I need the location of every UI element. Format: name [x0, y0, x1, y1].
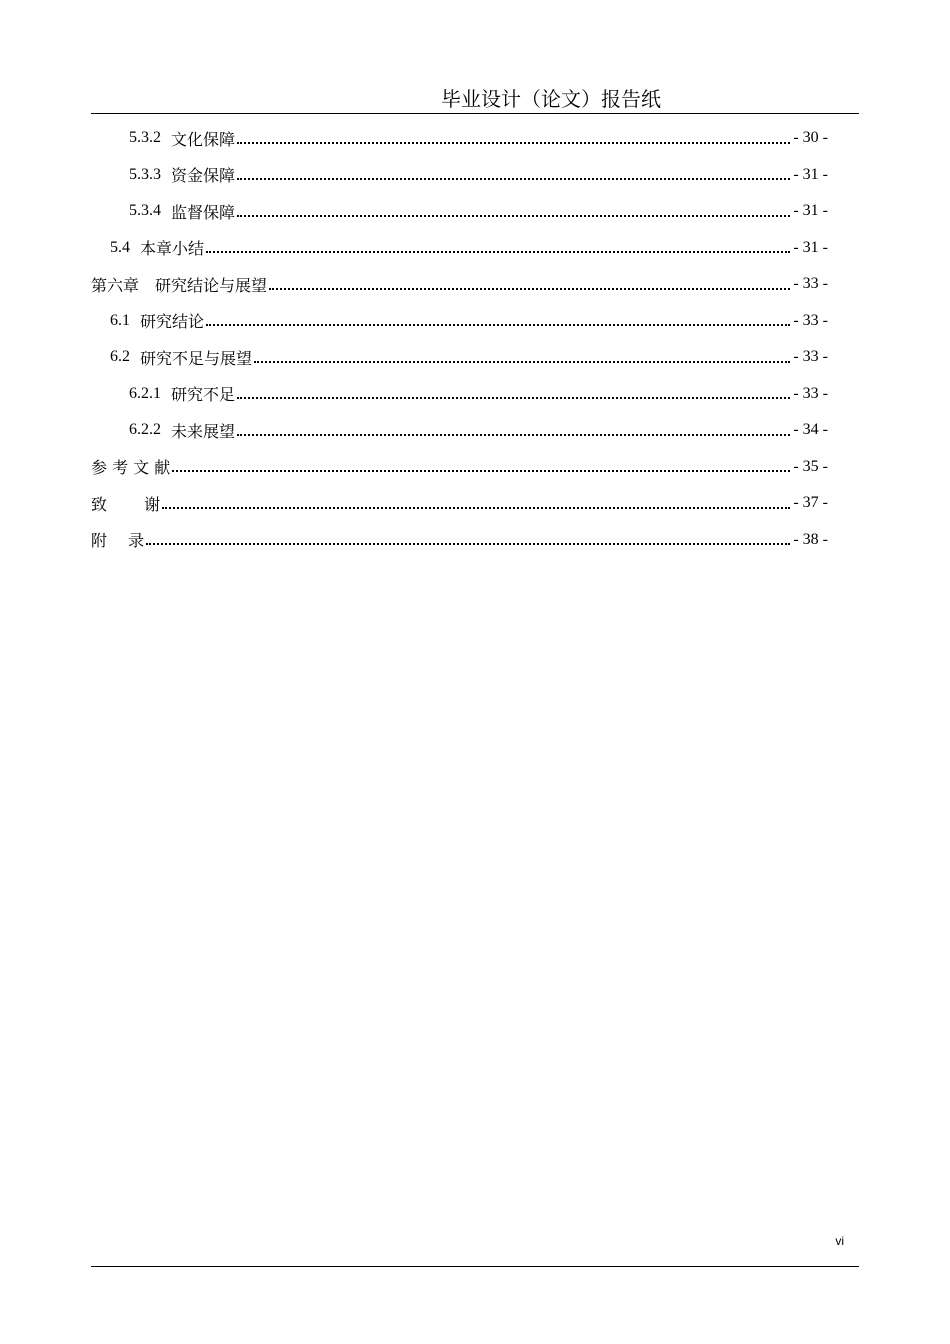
toc-entry-number: 6.1	[110, 311, 130, 329]
toc-entry[interactable]	[91, 412, 828, 449]
toc-leader-dots	[206, 323, 790, 326]
toc-leader-dots	[162, 506, 790, 509]
toc-entry-page: - 31 -	[793, 238, 828, 256]
toc-entry-title: 未来展望	[171, 421, 236, 441]
toc-entry-title: 参 考 文 献	[91, 458, 171, 478]
toc-leader-dots	[237, 396, 790, 399]
toc-entry-number: 6.2	[110, 348, 130, 366]
toc-entry-number: 5.3.4	[129, 202, 161, 220]
toc-entry-page: - 37 -	[793, 494, 828, 512]
toc-entry[interactable]	[91, 376, 828, 413]
toc-leader-dots	[237, 214, 790, 217]
toc-entry-title: 监督保障	[171, 202, 236, 222]
toc-entry-page: - 35 -	[793, 457, 828, 475]
toc-entry-page: - 33 -	[793, 311, 828, 329]
toc-entry-title: 第六章 研究结论与展望	[91, 275, 268, 295]
toc-entry-page: - 31 -	[793, 202, 828, 220]
toc-entry-number: 5.3.2	[129, 129, 161, 147]
toc-entry-number: 5.4	[110, 238, 130, 256]
toc-leader-dots	[269, 287, 790, 290]
toc-entry-title: 研究结论	[140, 312, 205, 332]
toc-entry[interactable]	[91, 339, 828, 376]
toc-leader-dots	[172, 469, 790, 472]
toc-leader-dots	[146, 542, 790, 545]
page-number: vi	[835, 1234, 844, 1248]
toc-entry-title: 研究不足	[171, 385, 236, 405]
toc-leader-dots	[206, 250, 790, 253]
header-title: 毕业设计（论文）报告纸	[441, 87, 661, 111]
toc-entry-page: - 34 -	[793, 421, 828, 439]
toc-entry-page: - 31 -	[793, 165, 828, 183]
toc-entry-number: 6.2.2	[129, 421, 161, 439]
toc-entry-page: - 30 -	[793, 129, 828, 147]
toc-entry[interactable]	[91, 157, 828, 194]
table-of-contents	[91, 120, 828, 558]
toc-leader-dots	[237, 141, 790, 144]
toc-entry[interactable]	[91, 120, 828, 157]
toc-entry-title: 致 谢	[91, 494, 161, 514]
toc-leader-dots	[254, 360, 790, 363]
page-footer	[91, 1232, 859, 1267]
toc-entry-number: 5.3.3	[129, 165, 161, 183]
toc-entry[interactable]	[91, 485, 828, 522]
toc-entry-page: - 33 -	[793, 275, 828, 293]
toc-entry-title: 资金保障	[171, 166, 236, 186]
toc-entry-page: - 33 -	[793, 348, 828, 366]
toc-entry[interactable]	[91, 303, 828, 340]
toc-entry-title: 附 录	[91, 531, 145, 551]
toc-entry[interactable]	[91, 266, 828, 303]
page-header	[91, 86, 859, 114]
toc-entry-title: 文化保障	[171, 129, 236, 149]
toc-entry[interactable]	[91, 449, 828, 486]
toc-leader-dots	[237, 177, 790, 180]
toc-leader-dots	[237, 433, 790, 436]
toc-entry[interactable]	[91, 230, 828, 267]
toc-entry-number: 6.2.1	[129, 384, 161, 402]
toc-entry[interactable]	[91, 193, 828, 230]
toc-entry-page: - 38 -	[793, 530, 828, 548]
toc-entry-title: 研究不足与展望	[140, 348, 253, 368]
toc-entry-title: 本章小结	[140, 239, 205, 259]
toc-entry[interactable]	[91, 522, 828, 559]
toc-entry-page: - 33 -	[793, 384, 828, 402]
